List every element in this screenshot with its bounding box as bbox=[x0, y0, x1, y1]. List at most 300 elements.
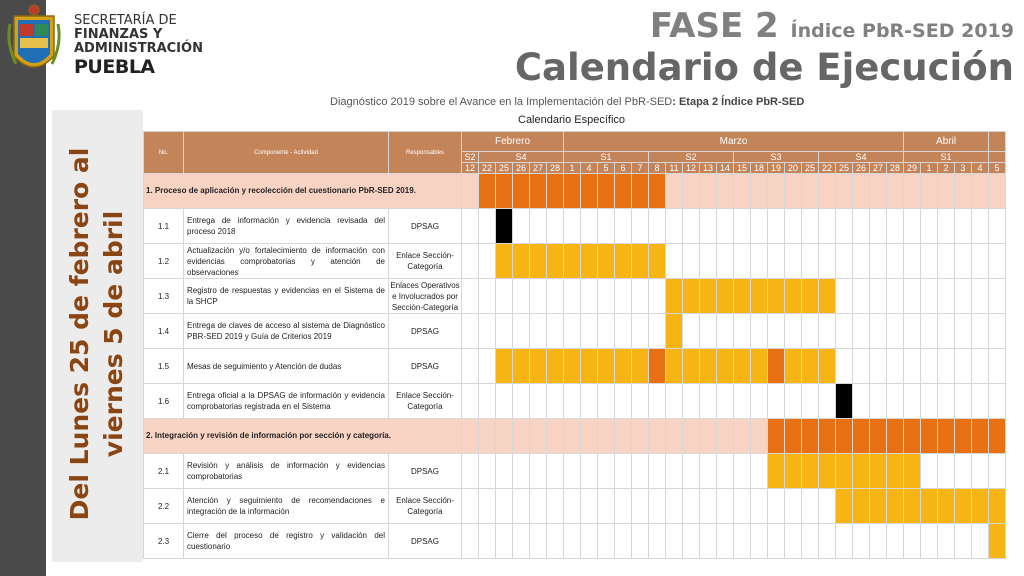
diagnostic-sep: : bbox=[672, 96, 676, 108]
scheduled-cell-dark bbox=[564, 174, 581, 209]
scheduled-cell-gold bbox=[768, 279, 785, 314]
schedule-cell bbox=[972, 454, 989, 489]
schedule-cell bbox=[700, 384, 717, 419]
schedule-cell bbox=[632, 279, 649, 314]
schedule-cell bbox=[632, 314, 649, 349]
activity-number: 1.3 bbox=[144, 279, 184, 314]
activity-row bbox=[144, 279, 1006, 314]
scheduled-cell-gold bbox=[598, 244, 615, 279]
schedule-cell bbox=[768, 384, 785, 419]
schedule-cell bbox=[564, 314, 581, 349]
scheduled-cell-dark bbox=[496, 174, 513, 209]
schedule-cell bbox=[972, 209, 989, 244]
activity-responsible: DPSAG bbox=[389, 209, 462, 244]
schedule-cell bbox=[581, 489, 598, 524]
schedule-cell bbox=[819, 209, 836, 244]
schedule-cell bbox=[581, 314, 598, 349]
schedule-cell bbox=[802, 524, 819, 559]
scheduled-cell-gold bbox=[802, 454, 819, 489]
schedule-cell bbox=[700, 524, 717, 559]
schedule-cell bbox=[462, 454, 479, 489]
schedule-cell bbox=[938, 209, 955, 244]
schedule-cell bbox=[479, 524, 496, 559]
scheduled-cell-gold bbox=[870, 489, 887, 524]
scheduled-cell-dark bbox=[904, 419, 921, 454]
phase-row bbox=[144, 419, 1006, 454]
schedule-cell bbox=[819, 384, 836, 419]
schedule-cell bbox=[547, 489, 564, 524]
activity-row bbox=[144, 209, 1006, 244]
schedule-cell bbox=[598, 454, 615, 489]
scheduled-cell-gold bbox=[598, 349, 615, 384]
scheduled-cell-gold bbox=[581, 244, 598, 279]
week-header: S3 bbox=[734, 152, 819, 163]
schedule-cell bbox=[479, 244, 496, 279]
scheduled-cell-gold bbox=[700, 279, 717, 314]
dept-line-3: ADMINISTRACIÓN bbox=[74, 41, 203, 56]
schedule-cell bbox=[700, 419, 717, 454]
scheduled-cell-gold bbox=[785, 349, 802, 384]
schedule-cell bbox=[768, 489, 785, 524]
schedule-cell bbox=[989, 384, 1006, 419]
activity-description: Entrega oficial a la DPSAG de información y evidencia comprobatorias registrada en el Sistema bbox=[184, 384, 389, 419]
schedule-table bbox=[143, 131, 1006, 559]
schedule-cell bbox=[785, 209, 802, 244]
scheduled-cell-gold bbox=[853, 454, 870, 489]
schedule-cell bbox=[887, 524, 904, 559]
schedule-cell bbox=[700, 244, 717, 279]
scheduled-cell-gold bbox=[853, 489, 870, 524]
schedule-cell bbox=[666, 209, 683, 244]
schedule-cell bbox=[666, 454, 683, 489]
scheduled-cell-dark bbox=[887, 419, 904, 454]
schedule-cell bbox=[496, 314, 513, 349]
schedule-cell bbox=[972, 314, 989, 349]
schedule-cell bbox=[887, 209, 904, 244]
schedule-cell bbox=[955, 279, 972, 314]
day-header: 26 bbox=[513, 163, 530, 174]
day-header: 22 bbox=[479, 163, 496, 174]
activity-row bbox=[144, 489, 1006, 524]
schedule-cell bbox=[887, 349, 904, 384]
schedule-cell bbox=[870, 279, 887, 314]
scheduled-cell-gold bbox=[734, 349, 751, 384]
scheduled-cell-gold bbox=[564, 244, 581, 279]
phase-row bbox=[144, 174, 1006, 209]
schedule-cell bbox=[734, 209, 751, 244]
scheduled-cell-gold bbox=[666, 314, 683, 349]
scheduled-cell-gold bbox=[632, 349, 649, 384]
schedule-cell bbox=[853, 244, 870, 279]
activity-description: Mesas de seguimiento y Atención de dudas bbox=[184, 349, 389, 384]
schedule-cell bbox=[938, 349, 955, 384]
col-header-component: Componente - Actividad bbox=[184, 132, 389, 174]
activity-responsible: Enlaces Operativos e Involucrados por Sección-Categoría bbox=[390, 280, 460, 312]
schedule-cell bbox=[666, 489, 683, 524]
scheduled-cell-gold bbox=[819, 279, 836, 314]
schedule-cell bbox=[836, 244, 853, 279]
schedule-cell bbox=[530, 419, 547, 454]
week-header-blank bbox=[989, 152, 1006, 163]
schedule-cell bbox=[615, 524, 632, 559]
activity-row bbox=[144, 454, 1006, 489]
dept-line-1: SECRETARÍA DE bbox=[74, 13, 177, 28]
scheduled-cell-dark bbox=[921, 419, 938, 454]
scheduled-cell-gold bbox=[802, 279, 819, 314]
schedule-cell bbox=[479, 454, 496, 489]
schedule-cell bbox=[768, 174, 785, 209]
schedule-cell bbox=[462, 314, 479, 349]
day-header: 8 bbox=[649, 163, 666, 174]
day-header: 25 bbox=[496, 163, 513, 174]
day-header: 22 bbox=[819, 163, 836, 174]
schedule-cell bbox=[666, 419, 683, 454]
day-header: 6 bbox=[615, 163, 632, 174]
scheduled-cell-dark bbox=[853, 419, 870, 454]
schedule-cell bbox=[836, 524, 853, 559]
scheduled-cell-dark bbox=[785, 419, 802, 454]
day-header: 14 bbox=[717, 163, 734, 174]
schedule-cell bbox=[598, 314, 615, 349]
scheduled-cell-dark bbox=[972, 419, 989, 454]
schedule-cell bbox=[649, 314, 666, 349]
schedule-cell bbox=[768, 209, 785, 244]
schedule-cell bbox=[513, 279, 530, 314]
schedule-cell bbox=[870, 244, 887, 279]
schedule-cell bbox=[955, 314, 972, 349]
schedule-cell bbox=[530, 279, 547, 314]
schedule-cell bbox=[717, 454, 734, 489]
schedule-cell bbox=[717, 384, 734, 419]
scheduled-cell-gold bbox=[955, 489, 972, 524]
schedule-cell bbox=[547, 524, 564, 559]
schedule-cell bbox=[751, 489, 768, 524]
scheduled-cell-gold bbox=[870, 454, 887, 489]
schedule-cell bbox=[683, 384, 700, 419]
schedule-cell bbox=[972, 524, 989, 559]
schedule-cell bbox=[785, 244, 802, 279]
schedule-cell bbox=[717, 209, 734, 244]
diagnostic-caption bbox=[330, 96, 804, 108]
schedule-cell bbox=[887, 174, 904, 209]
scheduled-cell-gold bbox=[972, 489, 989, 524]
schedule-cell bbox=[904, 279, 921, 314]
schedule-cell bbox=[904, 209, 921, 244]
scheduled-cell-dark bbox=[836, 419, 853, 454]
schedule-cell bbox=[513, 314, 530, 349]
schedule-cell bbox=[887, 384, 904, 419]
day-header: 20 bbox=[785, 163, 802, 174]
schedule-cell bbox=[972, 244, 989, 279]
schedule-cell bbox=[479, 419, 496, 454]
schedule-cell bbox=[683, 524, 700, 559]
schedule-cell bbox=[632, 209, 649, 244]
day-header: 18 bbox=[751, 163, 768, 174]
scheduled-cell-gold bbox=[785, 454, 802, 489]
schedule-cell bbox=[887, 279, 904, 314]
schedule-cell bbox=[802, 314, 819, 349]
scheduled-cell-dark bbox=[768, 349, 785, 384]
schedule-cell bbox=[496, 489, 513, 524]
scheduled-cell-dark bbox=[513, 174, 530, 209]
schedule-cell bbox=[768, 524, 785, 559]
schedule-cell bbox=[530, 209, 547, 244]
activity-responsible: Enlace Sección-Categoría bbox=[389, 489, 462, 524]
day-header: 5 bbox=[989, 163, 1006, 174]
phase-subtitle: Índice PbR-SED 2019 bbox=[790, 20, 1014, 42]
schedule-cell bbox=[819, 174, 836, 209]
scheduled-cell-gold bbox=[904, 489, 921, 524]
scheduled-cell-gold bbox=[989, 524, 1006, 559]
scheduled-cell-gold bbox=[581, 349, 598, 384]
schedule-cell bbox=[598, 419, 615, 454]
day-header: 3 bbox=[955, 163, 972, 174]
schedule-cell bbox=[819, 314, 836, 349]
schedule-cell bbox=[700, 209, 717, 244]
day-header: 7 bbox=[632, 163, 649, 174]
schedule-cell bbox=[938, 524, 955, 559]
schedule-cell bbox=[530, 454, 547, 489]
milestone-cell bbox=[836, 384, 853, 419]
schedule-cell bbox=[870, 209, 887, 244]
schedule-cell bbox=[479, 279, 496, 314]
schedule-cell bbox=[836, 174, 853, 209]
schedule-cell bbox=[921, 314, 938, 349]
schedule-cell bbox=[734, 314, 751, 349]
date-range-line-2: viernes 5 de abril bbox=[99, 210, 128, 458]
week-header: S1 bbox=[904, 152, 989, 163]
schedule-cell bbox=[751, 174, 768, 209]
scheduled-cell-gold bbox=[496, 244, 513, 279]
schedule-cell bbox=[717, 314, 734, 349]
schedule-cell bbox=[666, 384, 683, 419]
scheduled-cell-gold bbox=[530, 244, 547, 279]
schedule-cell bbox=[819, 524, 836, 559]
schedule-cell bbox=[938, 454, 955, 489]
schedule-cell bbox=[564, 279, 581, 314]
schedule-cell bbox=[700, 454, 717, 489]
schedule-cell bbox=[598, 209, 615, 244]
schedule-cell bbox=[751, 314, 768, 349]
schedule-cell bbox=[513, 454, 530, 489]
scheduled-cell-dark bbox=[649, 174, 666, 209]
schedule-cell bbox=[513, 384, 530, 419]
scheduled-cell-gold bbox=[836, 489, 853, 524]
scheduled-cell-gold bbox=[734, 279, 751, 314]
schedule-cell bbox=[768, 314, 785, 349]
scheduled-cell-gold bbox=[530, 349, 547, 384]
schedule-cell bbox=[938, 174, 955, 209]
schedule-cell bbox=[649, 489, 666, 524]
day-header: 19 bbox=[768, 163, 785, 174]
activity-description: Entrega de claves de acceso al sistema de Diagnóstico PBR-SED 2019 y Guía de Criterios 2019 bbox=[184, 314, 389, 349]
schedule-cell bbox=[649, 419, 666, 454]
schedule-cell bbox=[598, 279, 615, 314]
schedule-cell bbox=[785, 489, 802, 524]
activity-description: Atención y seguimiento de recomendaciones e integración de la información bbox=[184, 489, 389, 524]
schedule-cell bbox=[683, 314, 700, 349]
schedule-cell bbox=[513, 489, 530, 524]
schedule-cell bbox=[870, 314, 887, 349]
activity-number: 1.2 bbox=[144, 244, 184, 279]
schedule-cell bbox=[496, 454, 513, 489]
schedule-cell bbox=[479, 314, 496, 349]
schedule-cell bbox=[955, 174, 972, 209]
schedule-cell bbox=[904, 244, 921, 279]
activity-number: 2.1 bbox=[144, 454, 184, 489]
schedule-cell bbox=[598, 524, 615, 559]
activity-number: 1.6 bbox=[144, 384, 184, 419]
activity-description: Actualización y/o fortalecimiento de información con evidencias comprobatorias y atención de observaciones bbox=[184, 244, 389, 279]
left-accent-bar bbox=[0, 0, 46, 576]
day-header: 25 bbox=[836, 163, 853, 174]
schedule-cell bbox=[462, 244, 479, 279]
scheduled-cell-gold bbox=[836, 454, 853, 489]
scheduled-cell-gold bbox=[615, 244, 632, 279]
schedule-cell bbox=[479, 209, 496, 244]
schedule-cell bbox=[581, 384, 598, 419]
schedule-cell bbox=[683, 244, 700, 279]
scheduled-cell-gold bbox=[717, 279, 734, 314]
scheduled-cell-dark bbox=[632, 174, 649, 209]
activity-responsible: DPSAG bbox=[389, 524, 462, 559]
month-header: Marzo bbox=[564, 132, 904, 152]
scheduled-cell-gold bbox=[564, 349, 581, 384]
week-header: S1 bbox=[564, 152, 649, 163]
day-header: 11 bbox=[666, 163, 683, 174]
schedule-cell bbox=[989, 314, 1006, 349]
schedule-cell bbox=[649, 279, 666, 314]
schedule-cell bbox=[632, 419, 649, 454]
schedule-cell bbox=[513, 524, 530, 559]
schedule-cell bbox=[785, 314, 802, 349]
schedule-cell bbox=[938, 244, 955, 279]
activity-row bbox=[144, 384, 1006, 419]
scheduled-cell-gold bbox=[683, 279, 700, 314]
day-header: 15 bbox=[734, 163, 751, 174]
schedule-cell bbox=[921, 279, 938, 314]
week-header: S4 bbox=[479, 152, 564, 163]
day-header: 5 bbox=[598, 163, 615, 174]
schedule-cell bbox=[955, 524, 972, 559]
schedule-cell bbox=[581, 524, 598, 559]
scheduled-cell-dark bbox=[870, 419, 887, 454]
schedule-cell bbox=[853, 174, 870, 209]
day-header: 25 bbox=[802, 163, 819, 174]
schedule-cell bbox=[717, 489, 734, 524]
schedule-cell bbox=[513, 209, 530, 244]
schedule-cell bbox=[955, 209, 972, 244]
day-header: 1 bbox=[564, 163, 581, 174]
schedule-cell bbox=[836, 349, 853, 384]
schedule-cell bbox=[972, 279, 989, 314]
activity-description: Revisión y análisis de información y evidencias comprobatorias bbox=[184, 454, 389, 489]
schedule-cell bbox=[547, 314, 564, 349]
page-title: Calendario de Ejecución bbox=[514, 46, 1014, 89]
schedule-cell bbox=[836, 314, 853, 349]
schedule-cell bbox=[921, 454, 938, 489]
schedule-cell bbox=[853, 524, 870, 559]
schedule-cell bbox=[972, 349, 989, 384]
schedule-cell bbox=[836, 279, 853, 314]
col-header-no: No. bbox=[144, 132, 184, 174]
schedule-cell bbox=[564, 454, 581, 489]
schedule-cell bbox=[615, 384, 632, 419]
activity-responsible: DPSAG bbox=[389, 349, 462, 384]
schedule-cell bbox=[751, 244, 768, 279]
schedule-cell bbox=[462, 279, 479, 314]
schedule-cell bbox=[462, 489, 479, 524]
day-header: 12 bbox=[462, 163, 479, 174]
schedule-cell bbox=[904, 174, 921, 209]
schedule-cell bbox=[921, 244, 938, 279]
activity-row bbox=[144, 349, 1006, 384]
schedule-cell bbox=[955, 384, 972, 419]
day-header: 26 bbox=[853, 163, 870, 174]
scheduled-cell-gold bbox=[887, 489, 904, 524]
month-header-blank bbox=[989, 132, 1006, 152]
schedule-cell bbox=[819, 489, 836, 524]
schedule-cell bbox=[530, 524, 547, 559]
activity-description: Cierre del proceso de registro y validación del cuestionario bbox=[184, 524, 389, 559]
schedule-cell bbox=[513, 419, 530, 454]
scheduled-cell-gold bbox=[547, 349, 564, 384]
schedule-cell bbox=[853, 384, 870, 419]
scheduled-cell-gold bbox=[751, 349, 768, 384]
day-header: 27 bbox=[530, 163, 547, 174]
schedule-cell bbox=[547, 419, 564, 454]
scheduled-cell-gold bbox=[683, 349, 700, 384]
activity-number: 1.4 bbox=[144, 314, 184, 349]
schedule-cell bbox=[768, 244, 785, 279]
scheduled-cell-gold bbox=[666, 349, 683, 384]
schedule-cell bbox=[530, 489, 547, 524]
month-header: Febrero bbox=[462, 132, 564, 152]
diagnostic-bold: Etapa 2 Índice PbR-SED bbox=[675, 96, 805, 108]
schedule-cell bbox=[564, 419, 581, 454]
date-range-vertical-label bbox=[63, 148, 131, 521]
schedule-cell bbox=[734, 384, 751, 419]
schedule-cell bbox=[479, 349, 496, 384]
schedule-cell bbox=[921, 209, 938, 244]
scheduled-cell-gold bbox=[819, 349, 836, 384]
schedule-cell bbox=[989, 244, 1006, 279]
schedule-cell bbox=[496, 419, 513, 454]
scheduled-cell-gold bbox=[819, 454, 836, 489]
schedule-cell bbox=[666, 174, 683, 209]
week-header: S4 bbox=[819, 152, 904, 163]
schedule-cell bbox=[530, 384, 547, 419]
schedule-cell bbox=[734, 524, 751, 559]
schedule-cell bbox=[530, 314, 547, 349]
schedule-cell bbox=[632, 454, 649, 489]
schedule-cell bbox=[615, 454, 632, 489]
schedule-cell bbox=[870, 349, 887, 384]
schedule-cell bbox=[683, 209, 700, 244]
date-range-line-1: Del Lunes 25 de febrero al bbox=[65, 147, 94, 521]
schedule-cell bbox=[615, 314, 632, 349]
schedule-cell bbox=[581, 419, 598, 454]
scheduled-cell-dark bbox=[955, 419, 972, 454]
schedule-cell bbox=[853, 314, 870, 349]
dept-puebla: PUEBLA bbox=[74, 56, 155, 78]
schedule-cell bbox=[785, 174, 802, 209]
schedule-cell bbox=[836, 209, 853, 244]
schedule-cell bbox=[989, 349, 1006, 384]
department-name bbox=[74, 14, 203, 78]
state-crest-logo bbox=[6, 4, 62, 82]
schedule-cell bbox=[615, 279, 632, 314]
